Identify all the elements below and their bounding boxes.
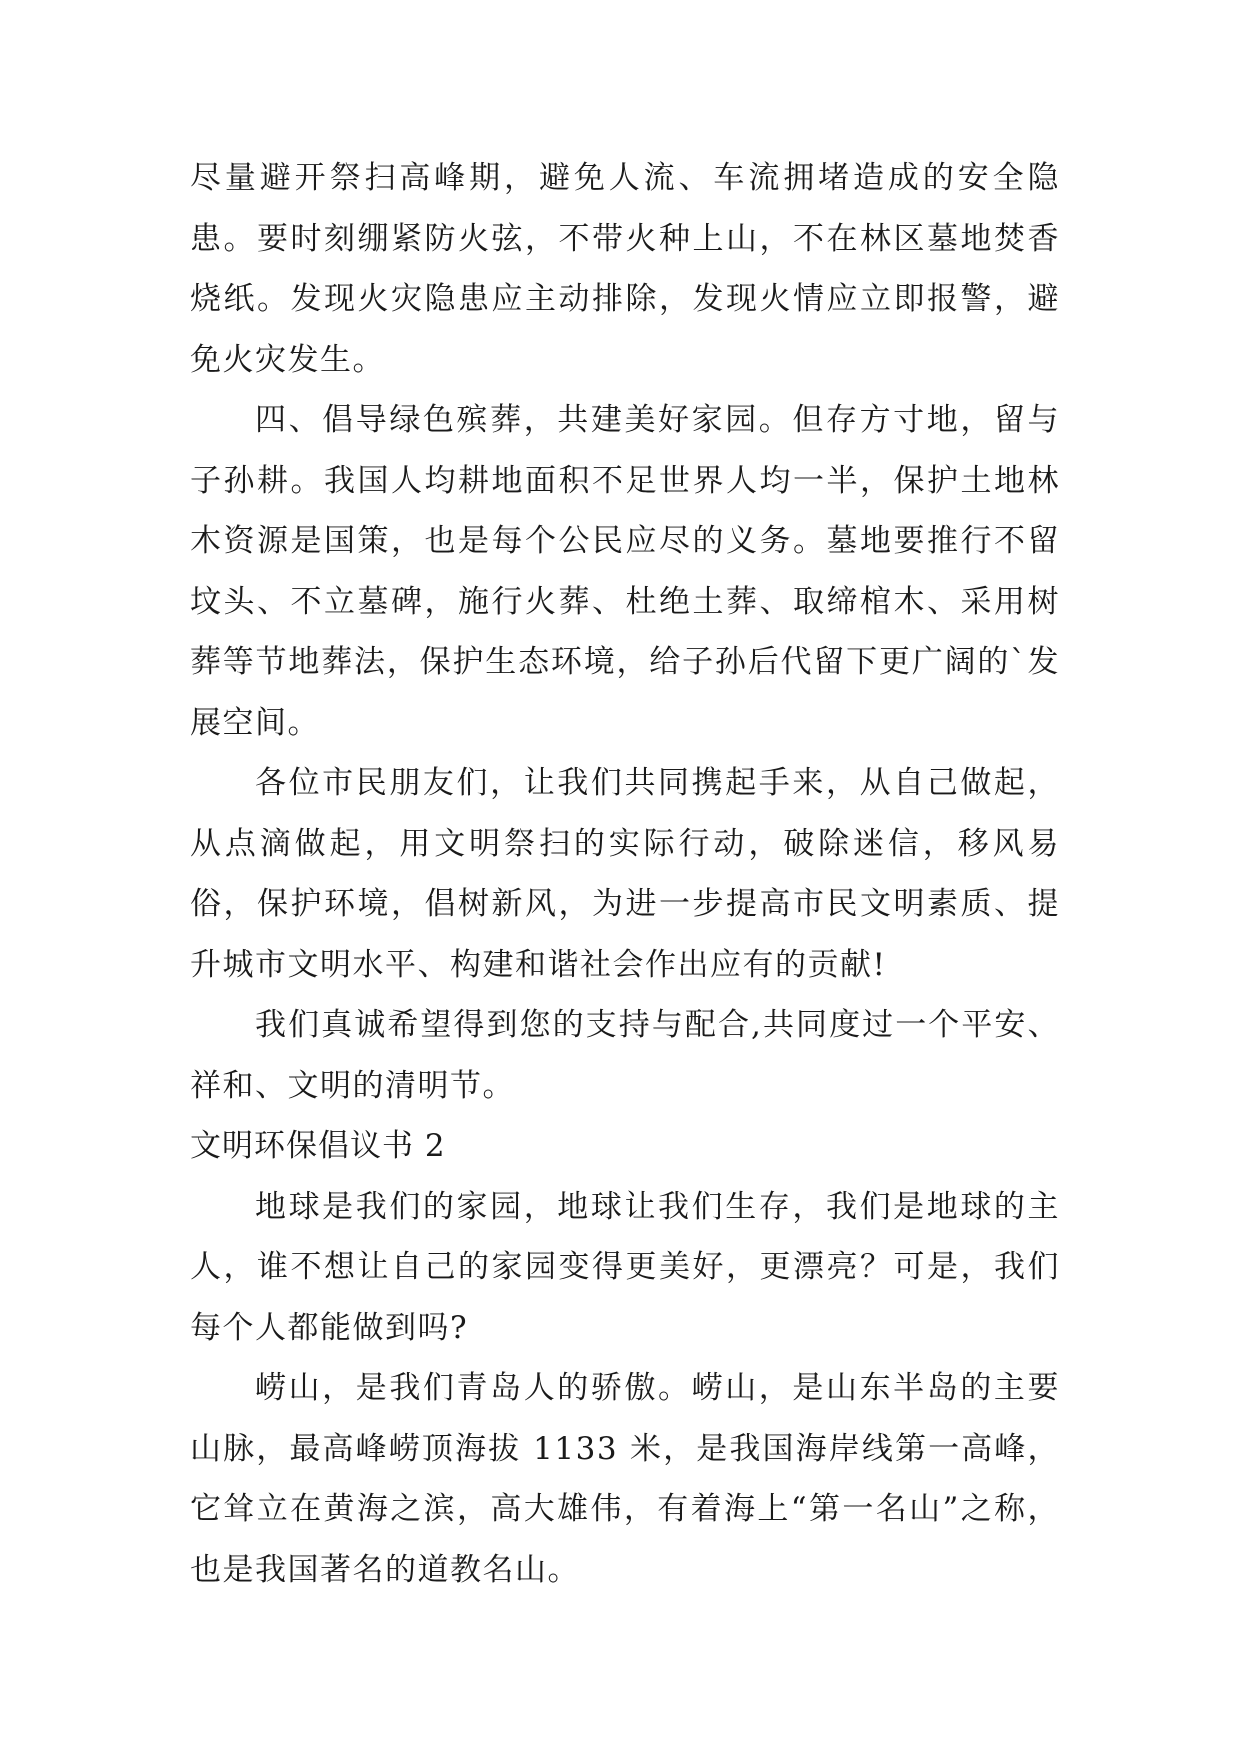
paragraph-call-to-citizens: 各位市民朋友们，让我们共同携起手来，从自己做起，从点滴做起，用文明祭扫的实际行动，破除迷信，移风易俗，保护环境，倡树新风，为进一步提高市民文明素质、提升城市文明水平、构建和谐社会作出应有的贡献! [190,765,1060,983]
document-body [190,148,1060,1600]
paragraph-green-burial: 四、倡导绿色殡葬，共建美好家园。但存方寸地，留与子孙耕。我国人均耕地面积不足世界人均一半，保护土地林木资源是国策，也是每个公民应尽的义务。墓地要推行不留坟头、不立墓碑，施行火葬、杜绝土葬、取缔棺木、采用树葬等节地葬法，保护生态环境，给子孙后代留下更广阔的`发展空间。 [190,402,1060,741]
paragraph-laoshan: 崂山，是我们青岛人的骄傲。崂山，是山东半岛的主要山脉，最高峰崂顶海拔 1133 米，是我国海岸线第一高峰，它耸立在黄海之滨，高大雄伟，有着海上“第一名山”之称，也是我国著名的道教名山。 [190,1370,1060,1588]
paragraph-closing-wish: 我们真诚希望得到您的支持与配合,共同度过一个平安、祥和、文明的清明节。 [190,1007,1060,1104]
paragraph-fire-safety: 尽量避开祭扫高峰期，避免人流、车流拥堵造成的安全隐患。要时刻绷紧防火弦，不带火种上山，不在林区墓地焚香烧纸。发现火灾隐患应主动排除，发现火情应立即报警，避免火灾发生。 [190,160,1060,378]
section-heading: 文明环保倡议书 2 [190,1128,446,1164]
paragraph-earth-home: 地球是我们的家园，地球让我们生存，我们是地球的主人，谁不想让自己的家园变得更美好，更漂亮？可是，我们每个人都能做到吗? [190,1188,1060,1346]
